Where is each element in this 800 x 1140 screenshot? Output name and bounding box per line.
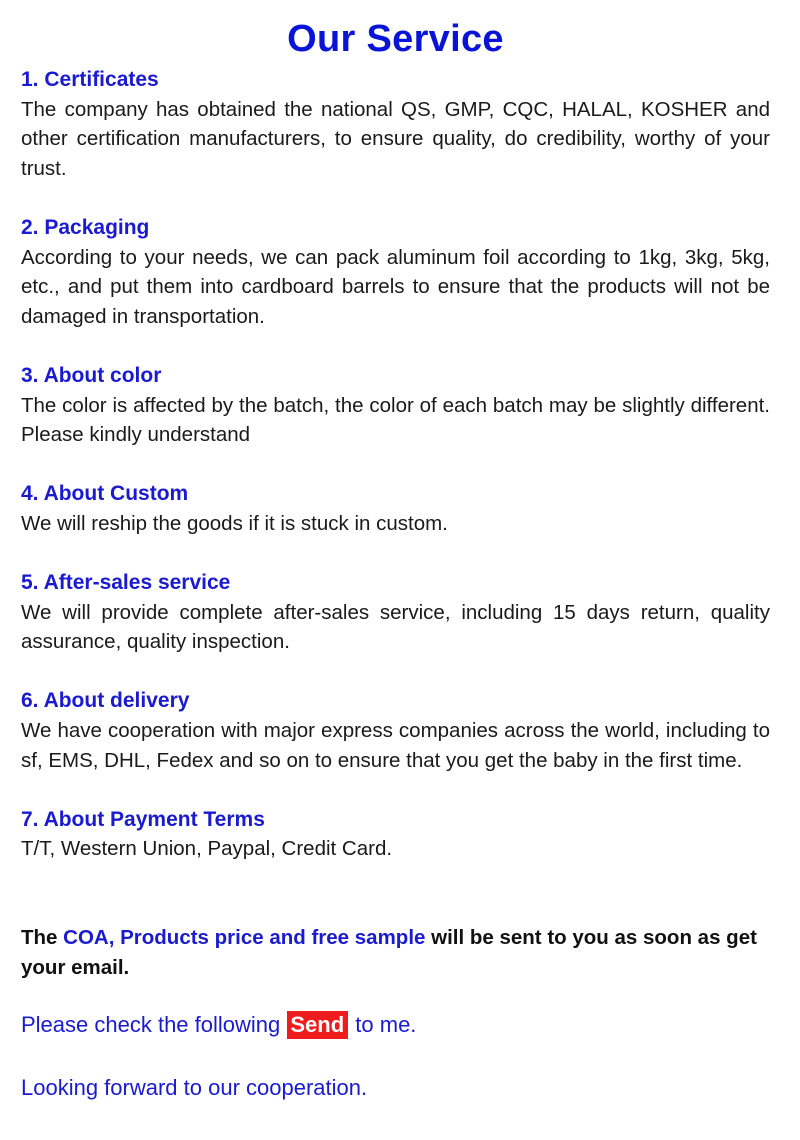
section-heading: 5. After-sales service	[21, 571, 231, 595]
spacer	[21, 1040, 770, 1073]
section-after-sales	[21, 568, 770, 657]
spacer	[21, 657, 770, 687]
closing-line: Looking forward to our cooperation.	[21, 1075, 368, 1101]
section-about-delivery	[21, 686, 770, 775]
coa-highlight: COA, Products price and free sample	[63, 926, 426, 950]
spacer	[21, 775, 770, 805]
spacer	[21, 331, 770, 361]
check-prefix: Please check the following	[21, 1012, 287, 1038]
section-heading: 3. About color	[21, 363, 162, 387]
spacer	[21, 450, 770, 480]
send-button[interactable]: Send	[287, 1011, 348, 1039]
spacer	[21, 183, 770, 213]
section-body: We have cooperation with major express companies across the world, including to sf, EMS, DHL, Fedex and so on to ensure that you get the baby in the first time.	[21, 719, 770, 772]
check-suffix: to me.	[349, 1012, 417, 1038]
section-heading: 6. About delivery	[21, 689, 190, 713]
section-body: According to your needs, we can pack aluminum foil according to 1kg, 3kg, 5kg, etc., and put them into cardboard barrels to ensure that the products will not be damaged in transportation.	[21, 245, 770, 328]
spacer	[21, 894, 770, 924]
section-body: The company has obtained the national QS, GMP, CQC, HALAL, KOSHER and other certification manufacturers, to ensure quality, do credibility, worthy of your trust.	[21, 97, 770, 180]
section-body: We will reship the goods if it is stuck in custom.	[21, 511, 448, 535]
coa-notice	[21, 923, 770, 982]
section-packaging	[21, 213, 770, 331]
section-certificates	[21, 65, 770, 183]
section-heading: 2. Packaging	[21, 215, 150, 239]
spacer	[21, 539, 770, 569]
section-body: We will provide complete after-sales service, including 15 days return, quality assurance, quality inspection.	[21, 600, 770, 654]
section-payment-terms	[21, 805, 770, 864]
coa-suffix: will be sent to you as soon as get your email.	[21, 926, 757, 979]
page-title: Our Service	[287, 18, 504, 60]
section-about-color	[21, 361, 770, 450]
section-heading: 1. Certificates	[21, 68, 159, 91]
check-send-line	[21, 1010, 770, 1040]
spacer	[21, 982, 770, 1010]
section-body: The color is affected by the batch, the color of each batch may be slightly different. Please kindly understand	[21, 393, 770, 447]
coa-prefix: The	[21, 926, 64, 950]
spacer	[21, 864, 770, 894]
section-heading: 7. About Payment Terms	[21, 807, 265, 831]
section-body: T/T, Western Union, Paypal, Credit Card.	[21, 837, 393, 861]
section-heading: 4. About Custom	[21, 482, 189, 506]
section-about-custom	[21, 479, 770, 538]
